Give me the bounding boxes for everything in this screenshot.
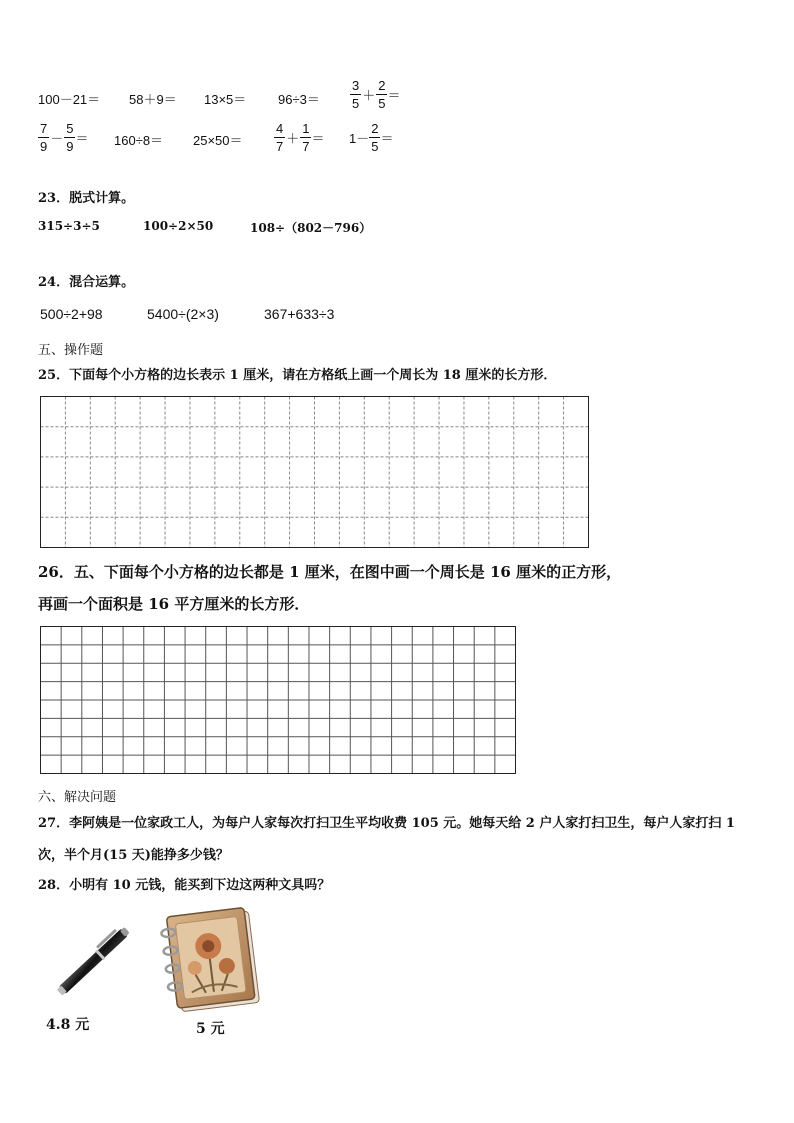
oral-calc-6-fraction-diff: 7 9 － 5 9 ＝: [40, 121, 89, 154]
section-6-heading: 六、解决问题: [38, 790, 117, 805]
q23-expr-2: 100÷2×50: [143, 219, 214, 233]
q23-expr-1: 315÷3÷5: [38, 219, 100, 233]
q24-expr-1: 500÷2+98: [40, 306, 103, 322]
oral-calc-4: 96÷3＝: [278, 92, 320, 107]
oral-calc-1: 100－21＝: [38, 92, 101, 107]
section-5-heading: 五、操作题: [38, 343, 104, 358]
q23-title: 23．脱式计算。: [38, 191, 135, 206]
q24-title: 24．混合运算。: [38, 275, 135, 290]
q24-expr-3: 367+633÷3: [264, 306, 335, 322]
q28-title: 28．小明有 10 元钱，能买到下边这两种文具吗？: [38, 878, 331, 893]
q23-expr-3: 108÷（802－796）: [250, 221, 372, 235]
oral-calc-7: 160÷8＝: [114, 133, 164, 148]
q25-grid-paper: [40, 396, 589, 548]
oral-calc-2: 58＋9＝: [129, 92, 177, 107]
q27-line1: 27．李阿姨是一位家政工人，为每户人家每次打扫卫生平均收费 105 元。她每天给 2 户人家打扫卫生，每户人家打扫 1: [38, 816, 735, 831]
oral-calc-3: 13×5＝: [204, 92, 247, 107]
oral-calc-5-fraction-sum: 3 5 ＋ 2 5 ＝: [352, 78, 401, 111]
notebook-image: [158, 906, 262, 1014]
notebook-price: 5 元: [196, 1021, 225, 1037]
q24-expr-2: 5400÷(2×3): [147, 306, 219, 322]
q26-title-line2: 再画一个面积是 16 平方厘米的长方形．: [38, 595, 310, 613]
oral-calc-8: 25×50＝: [193, 133, 243, 148]
oral-calc-9-fraction-sum: 4 7 ＋ 1 7 ＝: [276, 121, 325, 154]
pen-image: [44, 914, 144, 1010]
pen-price: 4.8 元: [46, 1017, 90, 1033]
oral-calc-10-fraction-diff: 1－ 2 5 ＝: [349, 121, 394, 154]
q26-title-line1: 26．五、下面每个小方格的边长都是 1 厘米，在图中画一个周长是 16 厘米的正方形，: [38, 563, 622, 581]
q26-grid-paper: [40, 626, 516, 774]
q25-title: 25．下面每个小方格的边长表示 1 厘米，请在方格纸上画一个周长为 18 厘米的长方形．: [38, 368, 557, 383]
q27-line2: 次，半个月(15 天)能挣多少钱？: [38, 848, 229, 863]
